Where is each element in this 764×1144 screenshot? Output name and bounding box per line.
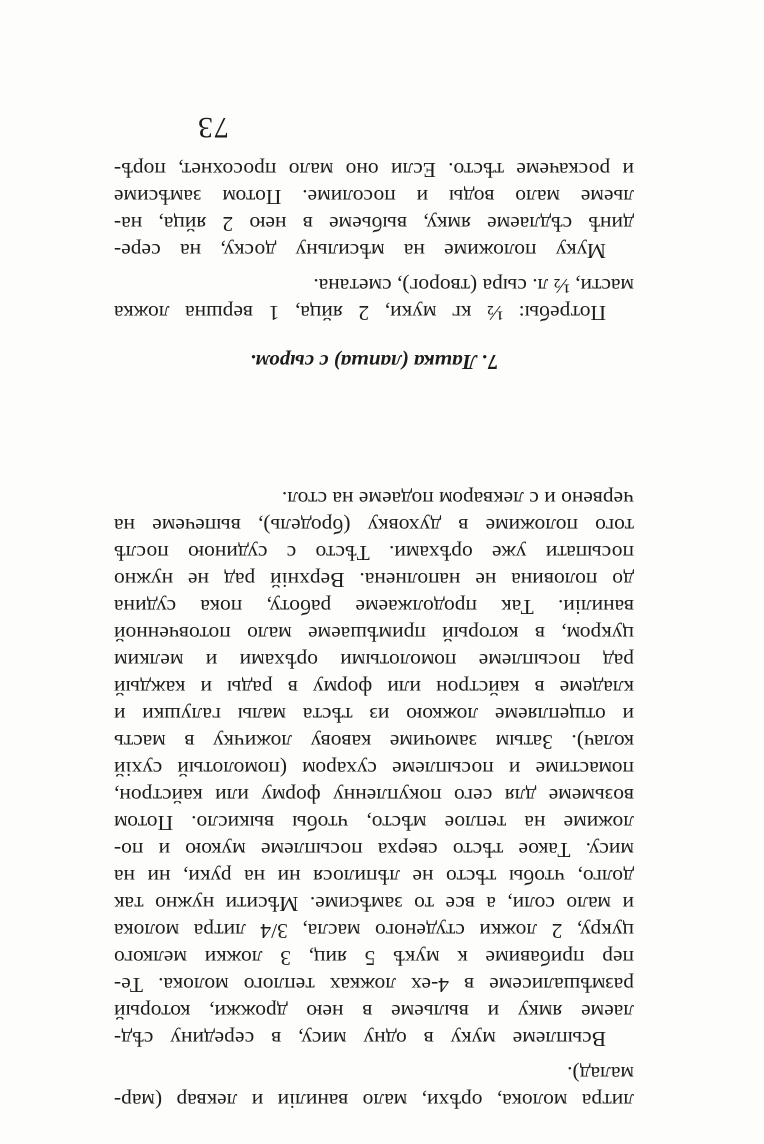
intro-text — [114, 1060, 634, 1114]
text-line: того положиме в духовку (бродель), выпечеме на — [114, 514, 634, 538]
text-line: возьмеме для сего покупленну форму или кайстрон, — [114, 784, 634, 808]
text-line: до половина не наполнена. Верхнiй рад не нужно — [114, 568, 634, 592]
text-line: мису. Такое тѣсто сверха посыплеме мукою и по- — [114, 838, 634, 862]
text-line: червено и с лекваром подаеме на стол. — [281, 487, 634, 511]
text-line: посыпати уже орѣхами. Тѣсто с судиною послѣ — [114, 541, 634, 565]
text-line: рад посыплеме помолотыми орѣхами и мелким — [114, 649, 634, 673]
page-number: 73 — [197, 111, 229, 144]
text-line: Муку положиме на мѣсильну доску, на сере- — [114, 239, 606, 263]
text-line: льеме мало воды и посолиме. Потом замѣсиме — [114, 185, 634, 209]
text-line: литра молока, орѣхи, мало ванилiи и леквар (мар- — [114, 1089, 634, 1113]
recipe-heading — [114, 349, 634, 374]
recipe-number: 7. — [482, 350, 498, 374]
text-line: цукром, в который примѣшаеме мало потовченной — [114, 622, 634, 646]
text-line: размѣшалисеме в 4-ех ложках теплого молока. Те- — [114, 973, 634, 997]
text-line: ванилiи. Так продолжаеме работу, пока судина — [114, 595, 634, 619]
text-line: и мало соли, а все то замѣсиме. Мѣсити нужно так — [114, 892, 634, 916]
paragraph-main — [114, 485, 634, 1052]
recipe-title-tail: с сыром. — [250, 350, 329, 374]
text-line: динѣ сѣдлаеме ямку, выбьеме в нею 2 яйца, на- — [114, 212, 634, 236]
text-line: ложиме на теплое мѣсто, чтобы выкисло. Потом — [114, 811, 634, 835]
text-line: цукру, 2 ложки студеного масла, 3/4 литра молока — [114, 919, 634, 943]
text-line: лаеме ямку и выльеме в нею дрожжи, который — [114, 1000, 634, 1024]
text-line: и отщепляеме ложкою из тѣста малы галушки и — [114, 703, 634, 727]
text-line: Всыплеме муку в одну мису, в середину сѣд- — [114, 1027, 606, 1051]
paragraph-instructions — [114, 156, 634, 264]
text-line: кладеме в кайстрон или форму в рады и каждый — [114, 676, 634, 700]
recipe-title: Лашка (лапша) — [333, 350, 477, 374]
text-line: помастиме и посыплеме сухаром (помолотый сухiй — [114, 757, 634, 781]
text-line: и роскачеме тѣсто. Если оно мало просохнет, порѣ- — [114, 158, 634, 182]
text-line: пер прибавиме к мукѣ 5 яиц, 3 ложки мелкого — [114, 946, 634, 970]
ingredients-paragraph — [114, 272, 634, 326]
text-line: масти, ½ л. сыра (творог), сметана. — [313, 274, 634, 298]
text-line: малад). — [567, 1062, 634, 1086]
text-line: Потребы: ½ кг муки, 2 яйца, 1 вершна ложка — [114, 301, 606, 325]
text-line: долго, чтобы тѣсто не лѣпилося ни на руки, ни на — [114, 865, 634, 889]
text-line: колач). Затым замочиме кавову ложичку в масть — [114, 730, 634, 754]
